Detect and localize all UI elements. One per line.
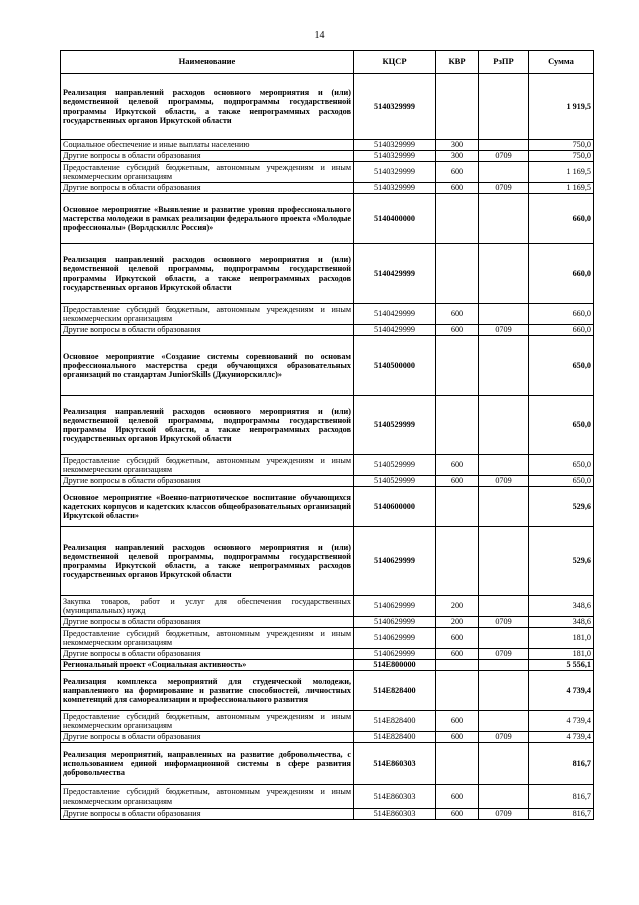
name-cell: Реализация мероприятий, направленных на развитие добровольчества, с использованием единой информационной системы в сфере развития добровольчества xyxy=(61,743,354,785)
table-row xyxy=(61,396,594,455)
kvr-cell: 600 xyxy=(436,325,479,336)
sum-cell: 750,0 xyxy=(529,140,594,151)
kcsr-cell: 5140629999 xyxy=(354,527,436,596)
kvr-cell xyxy=(436,487,479,527)
kcsr-cell: 5140529999 xyxy=(354,455,436,476)
name-cell: Реализация направлений расходов основного мероприятия и (или) ведомственной целевой программы, подпрограммы государственной программы Иркутской области, а также непрограммных расходов государственных органов Иркутской области xyxy=(61,244,354,304)
name-cell: Реализация направлений расходов основного мероприятия и (или) ведомственной целевой программы, подпрограммы государственной программы Иркутской области, а также непрограммных расходов государственных органов Иркутской области xyxy=(61,74,354,140)
kvr-cell xyxy=(436,396,479,455)
name-cell: Другие вопросы в области образования xyxy=(61,183,354,194)
rzpr-cell: 0709 xyxy=(479,325,529,336)
kcsr-cell: 5140529999 xyxy=(354,396,436,455)
sum-cell: 650,0 xyxy=(529,336,594,396)
name-cell: Региональный проект «Социальная активность» xyxy=(61,660,354,671)
rzpr-cell xyxy=(479,336,529,396)
sum-cell: 4 739,4 xyxy=(529,732,594,743)
name-cell: Другие вопросы в области образования xyxy=(61,476,354,487)
kvr-cell: 600 xyxy=(436,162,479,183)
kcsr-cell: 514E828400 xyxy=(354,732,436,743)
kvr-cell: 600 xyxy=(436,476,479,487)
kvr-cell: 300 xyxy=(436,151,479,162)
table-row xyxy=(61,660,594,671)
table-row xyxy=(61,596,594,617)
kcsr-cell: 5140329999 xyxy=(354,183,436,194)
kcsr-cell: 5140529999 xyxy=(354,476,436,487)
kvr-cell: 600 xyxy=(436,732,479,743)
rzpr-cell xyxy=(479,527,529,596)
rzpr-cell: 0709 xyxy=(479,151,529,162)
sum-cell: 1 919,5 xyxy=(529,74,594,140)
table-row xyxy=(61,336,594,396)
kcsr-cell: 5140429999 xyxy=(354,304,436,325)
sum-cell: 660,0 xyxy=(529,325,594,336)
table-row xyxy=(61,304,594,325)
name-cell: Другие вопросы в области образования xyxy=(61,649,354,660)
name-cell: Основное мероприятие «Выявление и развитие уровня профессионального мастерства молодежи в рамках реализации федерального проекта «Молодые профессионалы» (Ворлдскиллс Россия)» xyxy=(61,194,354,244)
sum-cell: 4 739,4 xyxy=(529,711,594,732)
name-cell: Другие вопросы в области образования xyxy=(61,151,354,162)
kvr-cell: 600 xyxy=(436,455,479,476)
header-kvr: КВР xyxy=(436,51,479,74)
table-row xyxy=(61,743,594,785)
kcsr-cell: 5140329999 xyxy=(354,140,436,151)
sum-cell: 529,6 xyxy=(529,487,594,527)
sum-cell: 529,6 xyxy=(529,527,594,596)
name-cell: Социальное обеспечение и иные выплаты населению xyxy=(61,140,354,151)
kcsr-cell: 5140500000 xyxy=(354,336,436,396)
rzpr-cell: 0709 xyxy=(479,476,529,487)
table-row xyxy=(61,244,594,304)
table-row xyxy=(61,476,594,487)
kvr-cell: 600 xyxy=(436,711,479,732)
sum-cell: 1 169,5 xyxy=(529,183,594,194)
kvr-cell: 600 xyxy=(436,628,479,649)
table-row xyxy=(61,194,594,244)
kcsr-cell: 5140329999 xyxy=(354,162,436,183)
name-cell: Предоставление субсидий бюджетным, автономным учреждениям и иным некоммерческим организациям xyxy=(61,304,354,325)
sum-cell: 5 556,1 xyxy=(529,660,594,671)
table-row xyxy=(61,711,594,732)
page-number: 14 xyxy=(314,30,325,41)
name-cell: Другие вопросы в области образования xyxy=(61,732,354,743)
sum-cell: 816,7 xyxy=(529,743,594,785)
rzpr-cell xyxy=(479,304,529,325)
kcsr-cell: 5140329999 xyxy=(354,151,436,162)
name-cell: Предоставление субсидий бюджетным, автономным учреждениям и иным некоммерческим организациям xyxy=(61,711,354,732)
kvr-cell xyxy=(436,527,479,596)
name-cell: Реализация комплекса мероприятий для студенческой молодежи, направленного на формирование и развитие способностей, личностных компетенций для самореализации и профессионального развития xyxy=(61,671,354,711)
name-cell: Другие вопросы в области образования xyxy=(61,617,354,628)
sum-cell: 348,6 xyxy=(529,596,594,617)
rzpr-cell xyxy=(479,785,529,809)
kcsr-cell: 514E800000 xyxy=(354,660,436,671)
name-cell: Основное мероприятие «Военно-патриотическое воспитание обучающихся кадетских корпусов и кадетских классов общеобразовательных организаций Иркутской области» xyxy=(61,487,354,527)
kvr-cell: 300 xyxy=(436,140,479,151)
sum-cell: 660,0 xyxy=(529,194,594,244)
kvr-cell: 600 xyxy=(436,649,479,660)
table-row xyxy=(61,183,594,194)
kcsr-cell: 514E860303 xyxy=(354,785,436,809)
sum-cell: 181,0 xyxy=(529,628,594,649)
kvr-cell: 600 xyxy=(436,785,479,809)
kcsr-cell: 5140429999 xyxy=(354,325,436,336)
sum-cell: 660,0 xyxy=(529,304,594,325)
table-header-row xyxy=(61,51,594,74)
kvr-cell: 200 xyxy=(436,617,479,628)
sum-cell: 660,0 xyxy=(529,244,594,304)
rzpr-cell xyxy=(479,743,529,785)
rzpr-cell xyxy=(479,194,529,244)
kvr-cell xyxy=(436,660,479,671)
kcsr-cell: 5140600000 xyxy=(354,487,436,527)
kcsr-cell: 514E828400 xyxy=(354,711,436,732)
kvr-cell: 600 xyxy=(436,809,479,820)
rzpr-cell xyxy=(479,396,529,455)
kcsr-cell: 5140629999 xyxy=(354,649,436,660)
name-cell: Предоставление субсидий бюджетным, автономным учреждениям и иным некоммерческим организациям xyxy=(61,785,354,809)
name-cell: Предоставление субсидий бюджетным, автономным учреждениям и иным некоммерческим организациям xyxy=(61,628,354,649)
rzpr-cell: 0709 xyxy=(479,183,529,194)
header-kcsr: КЦСР xyxy=(354,51,436,74)
table-body xyxy=(61,74,594,820)
name-cell: Предоставление субсидий бюджетным, автономным учреждениям и иным некоммерческим организациям xyxy=(61,162,354,183)
rzpr-cell xyxy=(479,74,529,140)
sum-cell: 4 739,4 xyxy=(529,671,594,711)
rzpr-cell xyxy=(479,244,529,304)
kvr-cell xyxy=(436,671,479,711)
kvr-cell: 600 xyxy=(436,183,479,194)
table-row xyxy=(61,617,594,628)
name-cell: Другие вопросы в области образования xyxy=(61,809,354,820)
sum-cell: 650,0 xyxy=(529,476,594,487)
table-row xyxy=(61,785,594,809)
rzpr-cell xyxy=(479,596,529,617)
rzpr-cell xyxy=(479,660,529,671)
rzpr-cell: 0709 xyxy=(479,649,529,660)
table-row xyxy=(61,649,594,660)
kvr-cell: 200 xyxy=(436,596,479,617)
sum-cell: 750,0 xyxy=(529,151,594,162)
sum-cell: 650,0 xyxy=(529,396,594,455)
table-row xyxy=(61,140,594,151)
header-sum: Сумма xyxy=(529,51,594,74)
table-row xyxy=(61,455,594,476)
kvr-cell: 600 xyxy=(436,304,479,325)
rzpr-cell xyxy=(479,162,529,183)
name-cell: Реализация направлений расходов основного мероприятия и (или) ведомственной целевой программы, подпрограммы государственной программы Иркутской области, а также непрограммных расходов государственных органов Иркутской области xyxy=(61,527,354,596)
kvr-cell xyxy=(436,336,479,396)
kcsr-cell: 514E828400 xyxy=(354,671,436,711)
rzpr-cell xyxy=(479,487,529,527)
kcsr-cell: 5140400000 xyxy=(354,194,436,244)
table-row xyxy=(61,628,594,649)
rzpr-cell xyxy=(479,455,529,476)
rzpr-cell xyxy=(479,711,529,732)
table-row xyxy=(61,151,594,162)
header-name: Наименование xyxy=(61,51,354,74)
table-row xyxy=(61,325,594,336)
name-cell: Реализация направлений расходов основного мероприятия и (или) ведомственной целевой программы, подпрограммы государственной программы Иркутской области, а также непрограммных расходов государственных органов Иркутской области xyxy=(61,396,354,455)
sum-cell: 348,6 xyxy=(529,617,594,628)
kcsr-cell: 514E860303 xyxy=(354,743,436,785)
kcsr-cell: 5140629999 xyxy=(354,617,436,628)
table-row xyxy=(61,671,594,711)
name-cell: Основное мероприятие «Создание системы соревнований по основам профессионального мастерства среди обучающихся образовательных организаций по стандартам JuniorSkills (Джуниорскиллс)» xyxy=(61,336,354,396)
kcsr-cell: 5140629999 xyxy=(354,596,436,617)
sum-cell: 816,7 xyxy=(529,809,594,820)
budget-table xyxy=(60,50,594,820)
sum-cell: 1 169,5 xyxy=(529,162,594,183)
name-cell: Закупка товаров, работ и услуг для обеспечения государственных (муниципальных) нужд xyxy=(61,596,354,617)
header-rzpr: РзПР xyxy=(479,51,529,74)
rzpr-cell xyxy=(479,628,529,649)
table-row xyxy=(61,74,594,140)
rzpr-cell: 0709 xyxy=(479,809,529,820)
kcsr-cell: 5140329999 xyxy=(354,74,436,140)
table-row xyxy=(61,732,594,743)
rzpr-cell xyxy=(479,671,529,711)
table-row xyxy=(61,527,594,596)
kcsr-cell: 514E860303 xyxy=(354,809,436,820)
sum-cell: 816,7 xyxy=(529,785,594,809)
kvr-cell xyxy=(436,244,479,304)
kcsr-cell: 5140429999 xyxy=(354,244,436,304)
kcsr-cell: 5140629999 xyxy=(354,628,436,649)
table-row xyxy=(61,809,594,820)
name-cell: Предоставление субсидий бюджетным, автономным учреждениям и иным некоммерческим организациям xyxy=(61,455,354,476)
kvr-cell xyxy=(436,194,479,244)
rzpr-cell: 0709 xyxy=(479,617,529,628)
table-row xyxy=(61,487,594,527)
sum-cell: 181,0 xyxy=(529,649,594,660)
kvr-cell xyxy=(436,74,479,140)
name-cell: Другие вопросы в области образования xyxy=(61,325,354,336)
rzpr-cell: 0709 xyxy=(479,732,529,743)
rzpr-cell xyxy=(479,140,529,151)
kvr-cell xyxy=(436,743,479,785)
table-row xyxy=(61,162,594,183)
sum-cell: 650,0 xyxy=(529,455,594,476)
